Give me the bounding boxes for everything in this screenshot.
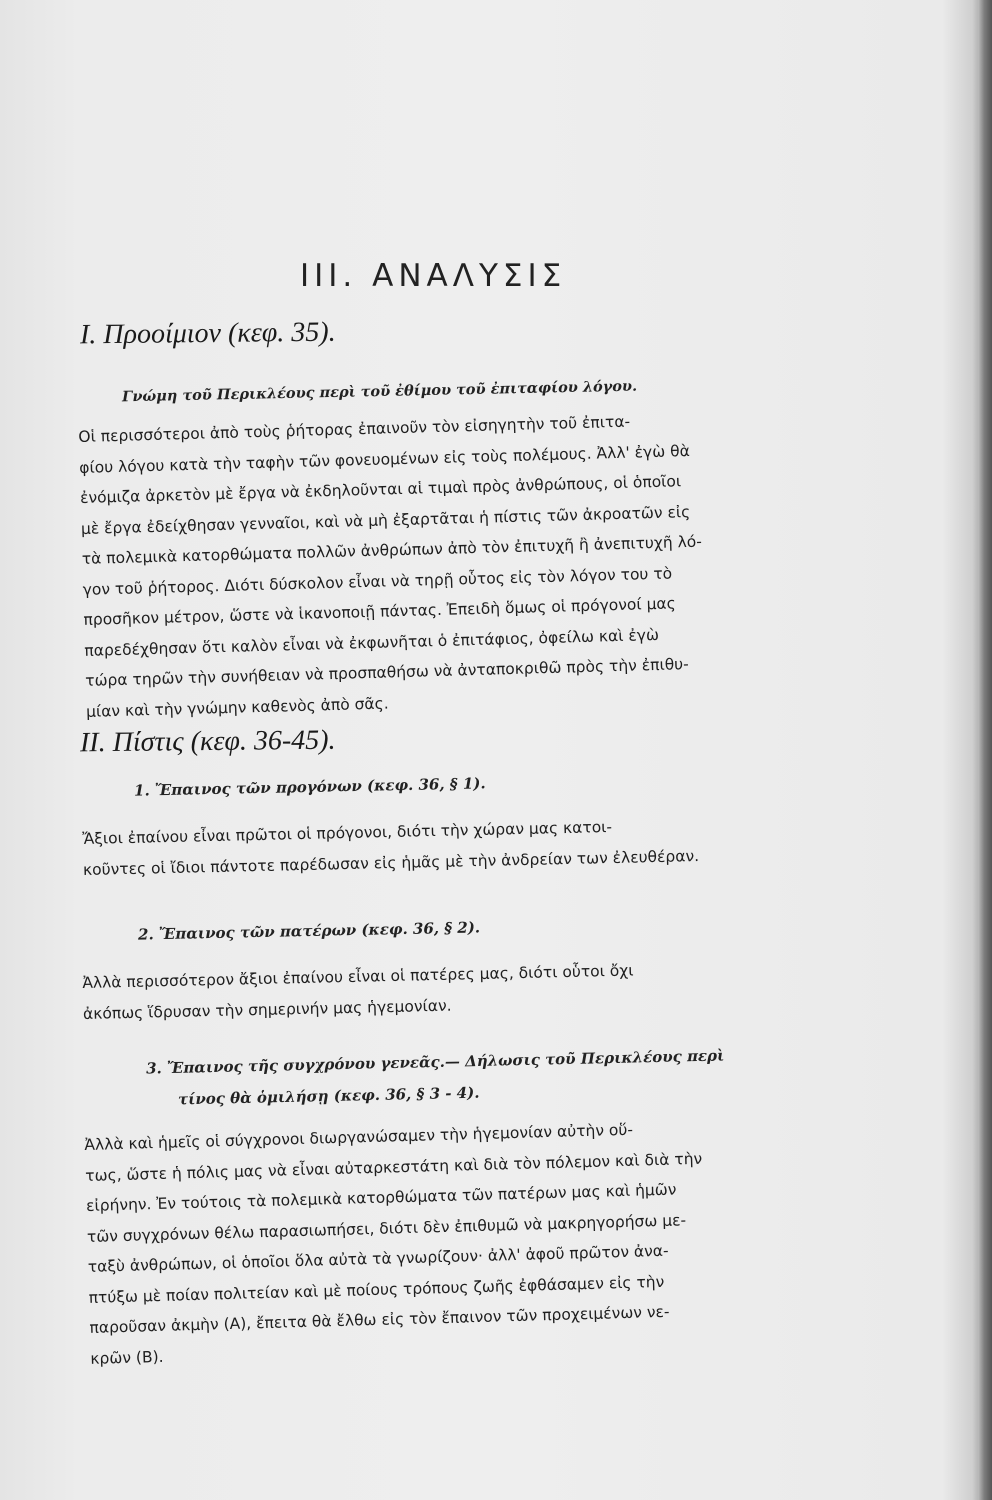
text-line: πτύξω μὲ ποίαν πολιτείαν καὶ μὲ ποίους τρόπους ζωῆς ἐφθάσαμεν εἰς τὴν xyxy=(88,1272,665,1307)
text-line: Ἀλλὰ περισσότερον ἄξιοι ἐπαίνου εἶναι οἱ πατέρες μας, διότι οὗτοι ὄχι xyxy=(82,961,634,992)
text-line: Οἱ περισσότεροι ἀπὸ τοὺς ῥήτορας ἐπαινοῦν τὸν εἰσηγητὴν τοῦ ἐπιτα- xyxy=(78,412,631,446)
text-line: Ἄξιοι ἐπαίνου εἶναι πρῶτοι οἱ πρόγονοι, διότι τὴν χώραν μας κατοι- xyxy=(82,817,613,848)
text-line: μίαν καὶ τὴν γνώμην καθενὸς ἀπὸ σᾶς. xyxy=(85,693,389,721)
text-line: παροῦσαν ἀκμὴν (Α), ἔπειτα θὰ ἔλθω εἰς τὸν ἔπαινον τῶν προχειμένων νε- xyxy=(89,1302,670,1337)
subheading-pateres: 2. Ἔπαινος τῶν πατέρων (κεφ. 36, § 2). xyxy=(137,918,481,944)
text-line: Ἀλλὰ καὶ ἡμεῖς οἱ σύγχρονοι διωργανώσαμεν τὴν ἡγεμονίαν αὐτὴν οὕ- xyxy=(84,1120,634,1154)
subheading-sygchronos-line1: 3. Ἔπαινος τῆς συγχρόνου γενεᾶς.— Δήλωσις τοῦ Περικλέους περὶ xyxy=(145,1046,725,1078)
text-line: παρεδέχθησαν ὅτι καλὸν εἶναι νὰ ἐκφωνῆται ὁ ἐπιτάφιος, ὀφείλω καὶ ἐγὼ xyxy=(84,625,660,660)
paragraph-progonoi xyxy=(82,810,699,885)
section-title-prooimion: I. Προοίμιον (κεφ. 35). xyxy=(79,316,336,351)
subheading-gnome: Γνώμη τοῦ Περικλέους περὶ τοῦ ἐθίμου τοῦ ἐπιταφίου λόγου. xyxy=(121,377,638,406)
text-line: γον τοῦ ῥήτορος. Διότι δύσκολον εἶναι νὰ τηρῇ οὗτος εἰς τὸν λόγον του τὸ xyxy=(82,563,673,599)
text-line: τῶν συγχρόνων θέλω παρασιωπήσει, διότι δὲν ἐπιθυμῶ νὰ μακρηγορήσω με- xyxy=(86,1210,687,1246)
paragraph-sygchronos xyxy=(84,1113,708,1374)
subheading-sygchronos-line2: τίνος θὰ ὁμιλήσῃ (κεφ. 36, § 3 - 4). xyxy=(177,1083,480,1109)
text-line: μὲ ἔργα ἐδείχθησαν γενναῖοι, καὶ νὰ μὴ ἐξαρτᾶται ἡ πίστις τῶν ἀκροατῶν εἰς xyxy=(80,502,691,538)
text-line: εἰρήνην. Ἐν τούτοις τὰ πολεμικὰ κατορθώματα τῶν πατέρων μας καὶ ἡμῶν xyxy=(85,1180,677,1215)
page-edge-shadow xyxy=(978,0,992,1500)
text-line: τὰ πολεμικὰ κατορθώματα πολλῶν ἀνθρώπων ἀπὸ τὸν ἐπιτυχῆ ἢ ἀνεπιτυχῆ λό- xyxy=(81,532,703,568)
text-line: προσῆκον μέτρον, ὥστε νὰ ἱκανοποιῇ πάντας. Ἐπειδὴ ὅμως οἱ πρόγονοί μας xyxy=(83,594,676,629)
text-line: τώρα τηρῶν τὴν συνήθειαν νὰ προσπαθήσω νὰ ἀνταποκριθῶ πρὸς τὴν ἐπιθυ- xyxy=(84,655,689,690)
text-line: κρῶν (Β). xyxy=(90,1347,164,1368)
text-line: τως, ὥστε ἡ πόλις μας νὰ εἶναι αὐταρκεστάτη καὶ διὰ τὸν πόλεμον καὶ διὰ τὴν xyxy=(85,1149,703,1185)
text-line: ταξὺ ἀνθρώπων, οἱ ὁποῖοι ὅλα αὐτὰ τὰ γνωρίζουν· ἀλλ' ἀφοῦ πρῶτον ἀνα- xyxy=(87,1241,669,1276)
section-title-pistis: II. Πίστις (κεφ. 36-45). xyxy=(79,724,336,759)
chapter-title: III. ΑΝΑΛΥΣΙΣ xyxy=(300,258,567,294)
text-line: κοῦντες οἱ ἴδιοι πάντοτε παρέδωσαν εἰς ἡμᾶς μὲ τὴν ἀνδρείαν των ἐλευθέραν. xyxy=(82,846,700,879)
text-line: φίου λόγου κατὰ τὴν ταφὴν τῶν φονευομένων εἰς τοὺς πολέμους. Ἀλλ' ἐγὼ θὰ xyxy=(79,441,691,477)
text-line: ἐνόμιζα ἀρκετὸν μὲ ἔργα νὰ ἐκδηλοῦνται αἱ τιμαὶ πρὸς ἀνθρώπους, οἱ ὁποῖοι xyxy=(79,472,682,507)
text-line: ἀκόπως ἵδρυσαν τὴν σημερινήν μας ἡγεμονίαν. xyxy=(82,996,452,1023)
paragraph-pateres xyxy=(82,955,635,1028)
paragraph-prooimion xyxy=(78,405,706,727)
subheading-progonoi: 1. Ἔπαινος τῶν προγόνων (κεφ. 36, § 1). xyxy=(133,774,486,800)
